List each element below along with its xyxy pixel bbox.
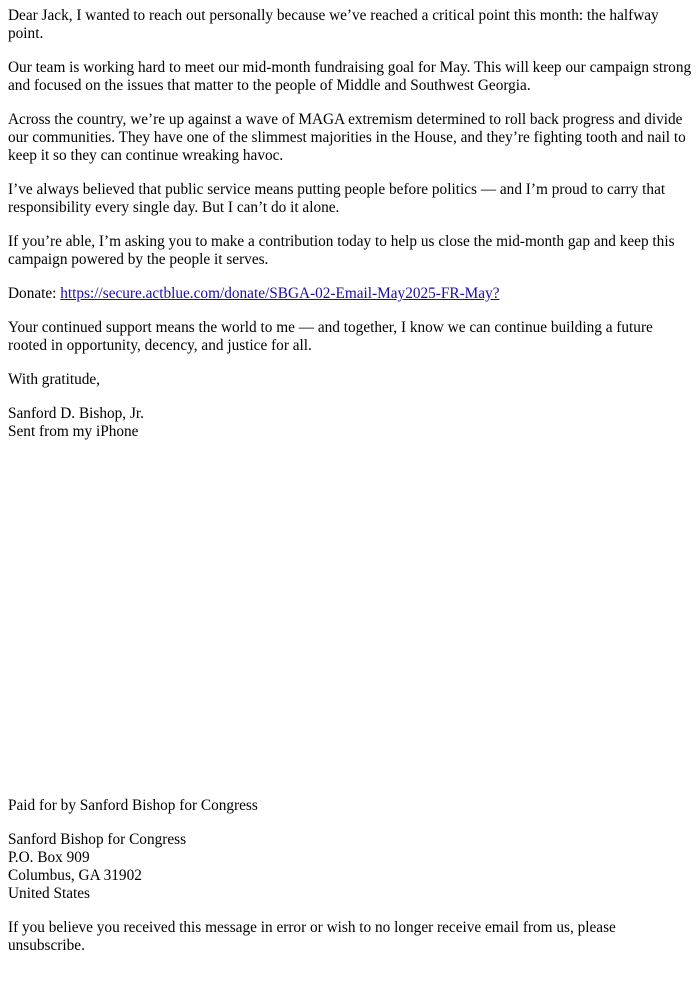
address-country: United States xyxy=(8,885,90,902)
body-paragraph-ask: If you’re able, I’m asking you to make a contribution today to help us close the mid-month gap and keep this campaign powered by the people it serves. xyxy=(8,233,675,268)
paid-for-disclaimer: Paid for by Sanford Bishop for Congress xyxy=(8,797,258,814)
address-org: Sanford Bishop for Congress xyxy=(8,831,187,848)
email-footer xyxy=(8,797,692,971)
signature xyxy=(8,405,692,441)
body-paragraph-maga: Across the country, we’re up against a wave of MAGA extremism determined to roll back progress and divide our communities. They have one of the slimmest majorities in the House, and they’re fighting tooth and nail to keep it so they can continue wreaking havoc. xyxy=(8,111,686,164)
signature-device: Sent from my iPhone xyxy=(8,423,139,440)
unsubscribe-notice: If you believe you received this message in error or wish to no longer receive email from us, please unsubscribe. xyxy=(8,919,616,954)
mailing-address xyxy=(8,831,692,903)
email-body xyxy=(8,7,692,441)
address-city-state-zip: Columbus, GA 31902 xyxy=(8,867,142,884)
donate-link[interactable]: https://secure.actblue.com/donate/SBGA-02-Email-May2025-FR-May? xyxy=(60,285,500,302)
donate-line xyxy=(8,285,692,303)
address-po-box: P.O. Box 909 xyxy=(8,849,90,866)
greeting-paragraph: Dear Jack, I wanted to reach out personally because we’ve reached a critical point this month: the halfway point. xyxy=(8,7,659,42)
closing-paragraph: Your continued support means the world to me — and together, I know we can continue building a future rooted in opportunity, decency, and justice for all. xyxy=(8,319,653,354)
donate-label: Donate: xyxy=(8,285,61,302)
body-paragraph-public-service: I’ve always believed that public service means putting people before politics — and I’m proud to carry that responsibility every single day. But I can’t do it alone. xyxy=(8,181,666,216)
sign-off: With gratitude, xyxy=(8,371,100,388)
body-paragraph-goal: Our team is working hard to meet our mid-month fundraising goal for May. This will keep our campaign strong and focused on the issues that matter to the people of Middle and Southwest Georgia. xyxy=(8,59,692,94)
signature-name: Sanford D. Bishop, Jr. xyxy=(8,405,144,422)
